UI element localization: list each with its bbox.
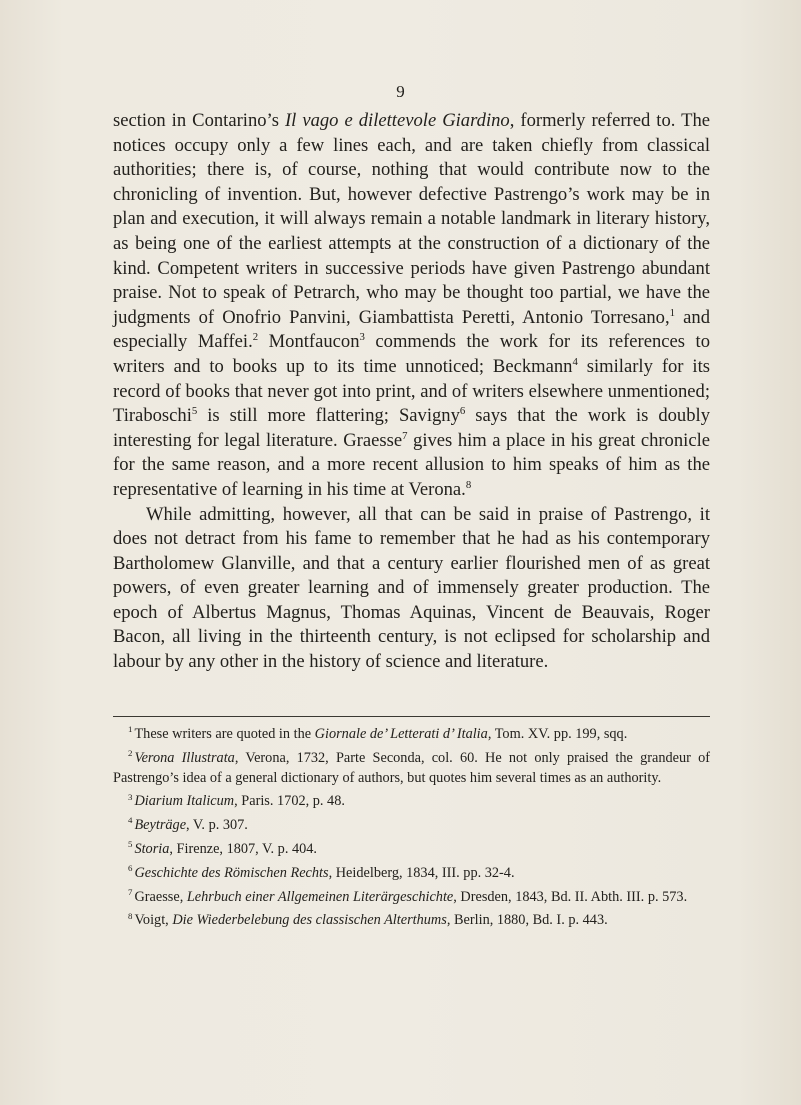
footnote-reference: 5 [191, 404, 198, 417]
text-run: These writers are quoted in the [134, 726, 315, 742]
footnote [113, 792, 710, 812]
italic-title: Geschichte des Römischen Rechts [134, 864, 329, 881]
text-run: gives him a place in his great chronicle for the same reason, and a more recent allusion to him speaks of him as the representative of learning in his time at Verona. [113, 429, 710, 500]
footnote-reference: 3 [359, 331, 365, 344]
text-run: , Dresden, 1843, Bd. II. Abth. III. p. 573. [453, 888, 688, 905]
italic-title: Die Wiederbelebung des classischen Alterthums [172, 912, 447, 929]
footnote-reference: 8 [465, 478, 472, 491]
paragraph [113, 109, 710, 503]
footnote-marker: 3 [128, 791, 133, 802]
footnote-marker: 7 [128, 886, 133, 897]
text-run: commends the work for its references to writers and to books up to its time unnoticed; Beckmann [113, 331, 710, 377]
footnote-marker: 5 [128, 839, 133, 850]
body-text [113, 109, 710, 675]
italic-title: Storia [134, 840, 170, 857]
italic-title: Giornale de’ Letterati d’ Italia [314, 726, 488, 742]
text-run: While admitting, however, all that can be said in praise of Pastrengo, it does not detract from his fame to remember that he had as his contemporary Bartholomew Glanville, and that a century earlier flourished men of as great powers, of even greater learning and of immensely greater production. The epoch of Albertus Magnus, Thomas Aquinas, Vincent de Beauvais, Roger Bacon, all living in the thirteenth century, is not eclipsed for scholarship and labour by any other in the history of science and literature. [113, 503, 710, 673]
footnote [113, 840, 710, 860]
footnotes [113, 724, 710, 935]
footnote-divider [113, 716, 710, 717]
footnote-reference: 4 [572, 355, 578, 368]
text-run: , formerly referred to. The notices occupy only a few lines each, and are taken chiefly from classical authorities; there is, of course, nothing that would contribute now to the chronicling of invention. But, however defective Pastrengo’s work may be in plan and execution, it will always remain a notable landmark in literary history, as being one of the earliest attempts at the construction of a dictionary of the kind. Competent writers in successive periods have given Pastrengo abundant praise. Not to speak of Petrarch, who may be thought too partial, we have the judgments of Onofrio Panvini, Giambattista Peretti, Antonio Torresano, [113, 110, 710, 328]
footnote-reference: 2 [252, 331, 259, 344]
footnote-marker: 2 [128, 748, 133, 759]
text-run: Montfaucon [258, 331, 360, 353]
text-run: , Berlin, 1880, Bd. I. p. 443. [446, 912, 608, 929]
text-run: , Tom. XV. pp. 199, sqq. [487, 726, 628, 742]
footnote [113, 864, 710, 884]
footnote-marker: 1 [128, 724, 133, 735]
italic-title: Lehrbuch einer Allgemeinen Literärgeschichte [186, 888, 454, 905]
text-run: , Firenze, 1807, V. p. 404. [169, 840, 318, 857]
text-run: section in Contarino’s [113, 110, 285, 131]
italic-title: Diarium Italicum [134, 793, 235, 810]
text-run: Voigt, [134, 912, 173, 929]
text-run: says that the work is doubly interesting for legal literature. Graesse [113, 405, 710, 451]
text-run: , Verona, 1732, Parte Seconda, col. 60. He not only praised the grandeur of Pastrengo’s idea of a general dictionary of authors, but quotes him several times as an authority. [113, 749, 710, 786]
footnote [113, 816, 710, 836]
italic-title: Verona Illustrata [134, 749, 235, 766]
footnote-reference: 1 [669, 306, 676, 319]
text-run: Graesse, [134, 888, 187, 905]
text-run: and especially Maffei. [113, 306, 710, 353]
footnote-marker: 6 [128, 863, 133, 874]
text-run: is still more flattering; Savigny [197, 405, 460, 427]
italic-title: Il vago e dilettevole Giardino [284, 110, 510, 131]
footnote-marker: 8 [128, 910, 133, 921]
footnote [113, 749, 710, 789]
footnote-marker: 4 [128, 815, 133, 826]
italic-title: Beyträge [134, 817, 187, 834]
text-run: , Paris. 1702, p. 48. [234, 793, 345, 810]
text-run: similarly for its record of books that never got into print, and of writers elsewhere unmentioned; Tiraboschi [113, 355, 710, 427]
text-run: , Heidelberg, 1834, III. pp. 32-4. [328, 864, 515, 881]
page-number: 9 [396, 82, 405, 101]
text-run: , V. p. 307. [186, 817, 248, 834]
footnote [113, 888, 710, 908]
footnote [113, 911, 710, 931]
footnote-reference: 6 [459, 404, 466, 417]
footnote [113, 725, 710, 745]
footnote-reference: 7 [402, 429, 408, 442]
paragraph [113, 503, 710, 675]
